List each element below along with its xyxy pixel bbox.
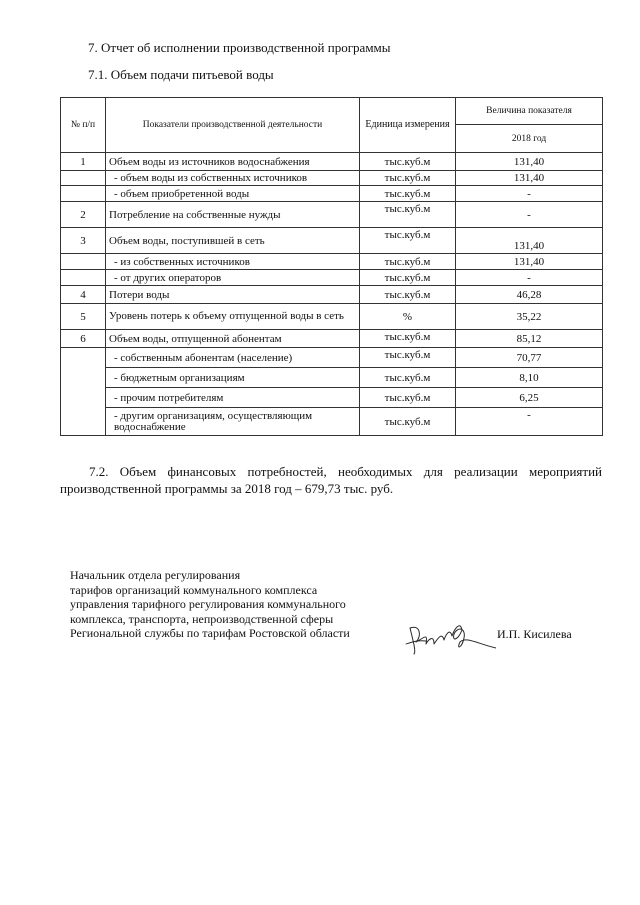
row-num: 6 (61, 330, 106, 348)
row-num: 1 (61, 153, 106, 171)
section-7-2-paragraph: 7.2. Объем финансовых потребностей, необходимых для реализации мероприятий производственной программы за 2018 год – 679,73 тыс. руб. (60, 464, 602, 496)
row-name: Уровень потерь к объему отпущенной воды в сеть (106, 304, 360, 330)
row-value: - (456, 186, 603, 202)
row-unit: тыс.куб.м (360, 286, 456, 304)
header-unit: Единица измерения (360, 98, 456, 153)
row-unit: тыс.куб.м (360, 388, 456, 408)
row-name: - бюджетным организациям (106, 368, 360, 388)
row-num: 2 (61, 202, 106, 228)
row-unit: тыс.куб.м (360, 368, 456, 388)
row-unit: тыс.куб.м (360, 228, 456, 254)
row-unit: тыс.куб.м (360, 408, 456, 436)
signer-name: И.П. Кисилева (497, 627, 572, 641)
row-unit: тыс.куб.м (360, 254, 456, 270)
header-num: № п/п (61, 98, 106, 153)
row-name: - другим организациям, осуществляющим водоснабжение (106, 408, 360, 436)
row-num-merged (61, 348, 106, 436)
table-row (61, 153, 603, 171)
signer-title-line: Начальник отдела регулирования (70, 568, 241, 582)
row-value: 131,40 (456, 171, 603, 186)
row-num: 5 (61, 304, 106, 330)
row-name: - из собственных источников (106, 254, 360, 270)
row-name: Потери воды (106, 286, 360, 304)
row-value: - (456, 270, 603, 286)
table-row (61, 408, 603, 436)
signer-title-line: комплекса, транспорта, непроизводственной сферы (70, 611, 334, 626)
table-row (61, 368, 603, 388)
header-value: Величина показателя (456, 98, 603, 125)
row-num (61, 171, 106, 186)
signer-title-line: управления тарифного регулирования коммунального (70, 597, 346, 611)
row-num: 3 (61, 228, 106, 254)
row-value: 131,40 (456, 254, 603, 270)
row-unit: тыс.куб.м (360, 153, 456, 171)
row-value: 70,77 (456, 348, 603, 368)
section-7-heading: 7. Отчет об исполнении производственной программы (88, 40, 391, 55)
table-row (61, 202, 603, 228)
row-name: - собственным абонентам (население) (106, 348, 360, 368)
handwritten-signature (404, 614, 496, 658)
row-value: 8,10 (456, 368, 603, 388)
row-value: 6,25 (456, 388, 603, 408)
row-num (61, 270, 106, 286)
signer-title-line: тарифов организаций коммунального комплекса (70, 582, 318, 597)
table-row (61, 270, 603, 286)
table-row (61, 330, 603, 348)
row-name: Объем воды, отпущенной абонентам (106, 330, 360, 348)
row-num (61, 186, 106, 202)
row-value: 131,40 (456, 153, 603, 171)
row-value: - (456, 408, 603, 436)
row-name: - объем воды из собственных источников (106, 171, 360, 186)
table-row (61, 186, 603, 202)
row-name: - от других операторов (106, 270, 360, 286)
row-num (61, 254, 106, 270)
row-value: 131,40 (456, 228, 603, 254)
table-row (61, 228, 603, 254)
row-unit: % (360, 304, 456, 330)
row-name: Объем воды из источников водоснабжения (106, 153, 360, 171)
table-row (61, 388, 603, 408)
row-unit: тыс.куб.м (360, 186, 456, 202)
row-value: - (456, 202, 603, 228)
header-indicator: Показатели производственной деятельности (106, 98, 360, 153)
signer-title-line: Региональной службы по тарифам Ростовской области (70, 626, 350, 640)
row-num: 4 (61, 286, 106, 304)
row-unit: тыс.куб.м (360, 202, 456, 228)
row-value: 35,22 (456, 304, 603, 330)
table-row (61, 286, 603, 304)
row-unit: тыс.куб.м (360, 330, 456, 348)
row-name: Объем воды, поступившей в сеть (106, 228, 360, 254)
table-row (61, 171, 603, 186)
row-unit: тыс.куб.м (360, 348, 456, 368)
row-unit: тыс.куб.м (360, 171, 456, 186)
header-year: 2018 год (456, 125, 603, 153)
row-unit: тыс.куб.м (360, 270, 456, 286)
row-name: Потребление на собственные нужды (106, 202, 360, 228)
row-value: 46,28 (456, 286, 603, 304)
signature-block (70, 568, 350, 641)
row-value: 85,12 (456, 330, 603, 348)
table-row (61, 348, 603, 368)
table-row (61, 254, 603, 270)
row-name: - объем приобретенной воды (106, 186, 360, 202)
row-name: - прочим потребителям (106, 388, 360, 408)
section-7-1-heading: 7.1. Объем подачи питьевой воды (88, 67, 274, 82)
water-supply-table (60, 97, 603, 436)
table-row (61, 304, 603, 330)
